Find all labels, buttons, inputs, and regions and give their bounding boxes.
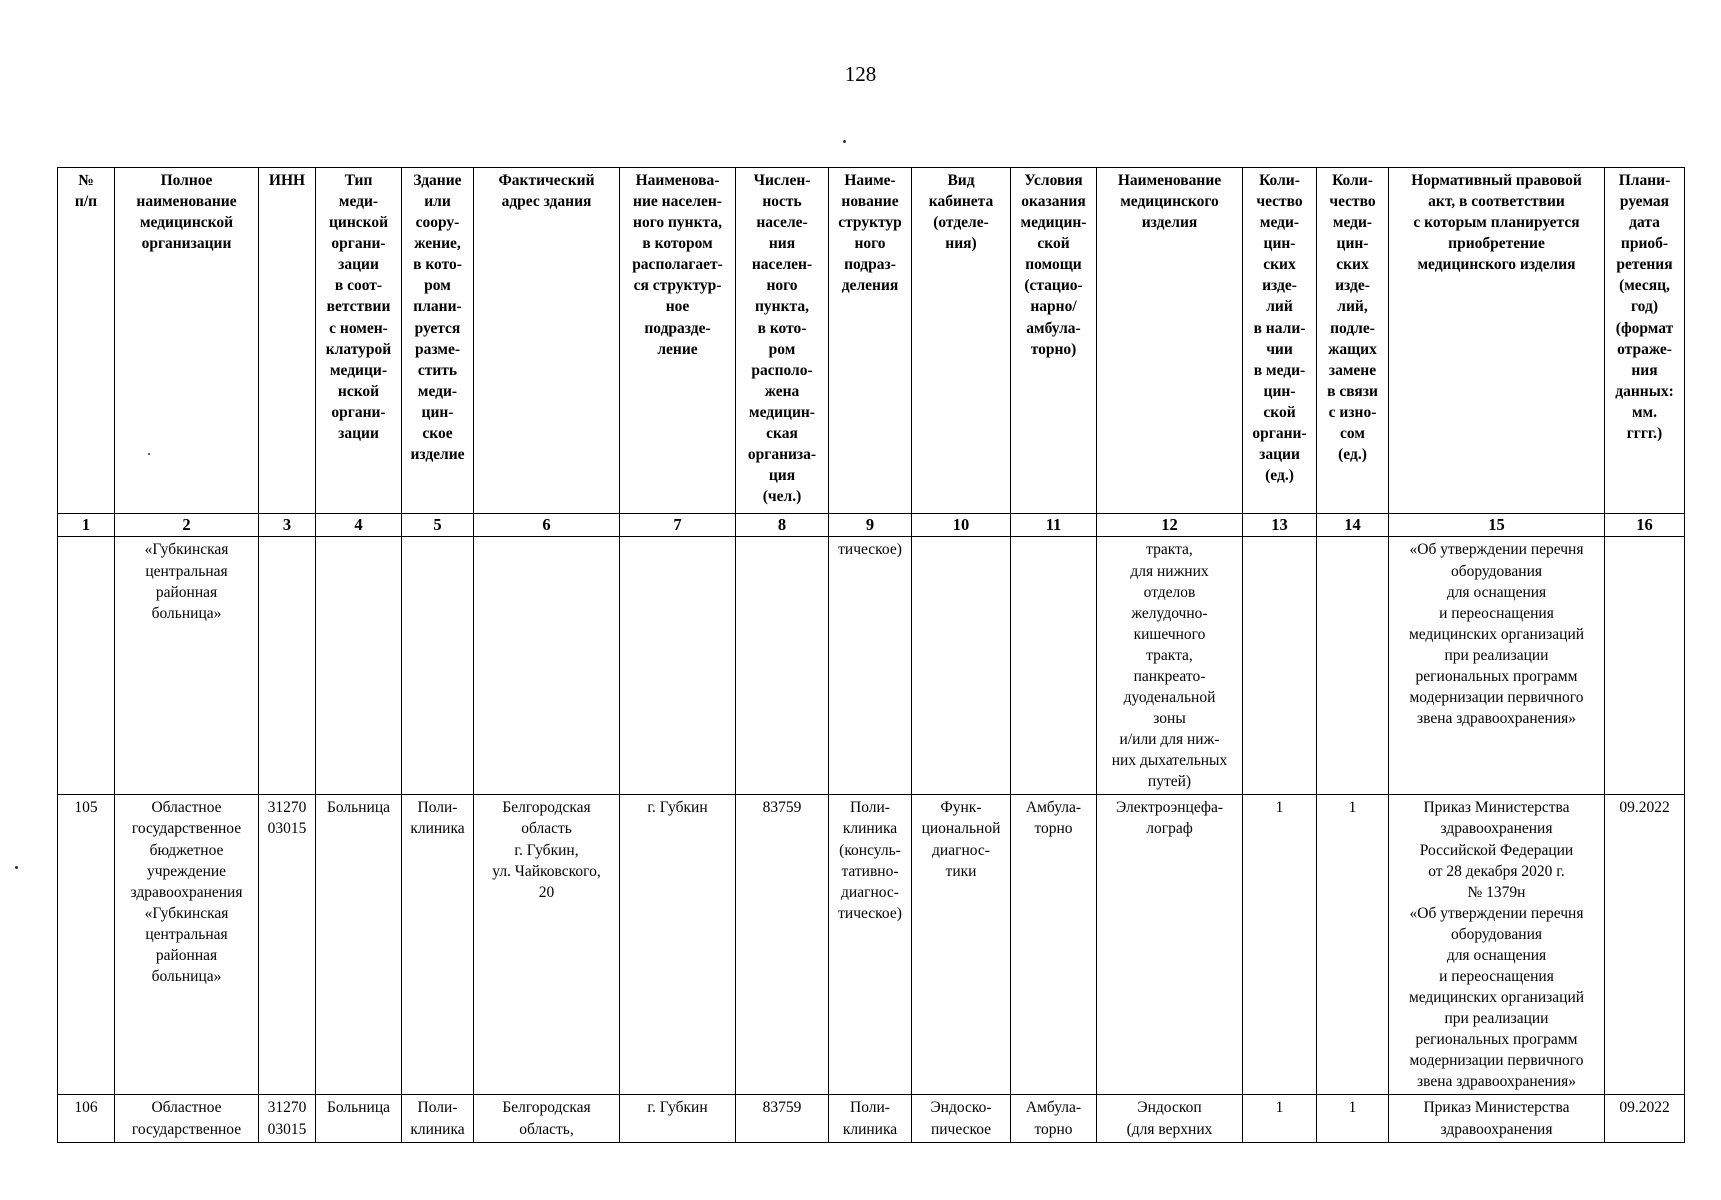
column-number: 10 [912, 514, 1011, 537]
table-cell: Приказ Министерства здравоохранения [1389, 1095, 1605, 1142]
scan-speck [15, 866, 18, 869]
table-cell: Приказ Министерства здравоохранения Российской Федерации от 28 декабря 2020 г. № 1379н «Об утверждении перечня оборудования для оснащения и переоснащения медицинских организаций при реализации региональных программ модернизации первичного звена здравоохранения» [1389, 795, 1605, 1095]
table-cell: Поли- клиника [829, 1095, 912, 1142]
header-cell: Числен- ность населе- ния населен- ного пункта, в кото- ром располо- жена медицин- ская организа- ция (чел.) [736, 168, 829, 514]
column-number: 16 [1605, 514, 1685, 537]
table-cell: 1 [1317, 795, 1389, 1095]
table-cell: Функ- циональной диагнос- тики [912, 795, 1011, 1095]
header-cell: Нормативный правовой акт, в соответствии с которым планируется приобретение медицинского изделия [1389, 168, 1605, 514]
table-cell: Белгородская область, [474, 1095, 620, 1142]
table-cell [1605, 537, 1685, 795]
header-cell: Условия оказания медицин- ской помощи (стацио- нарно/ амбула- торно) [1011, 168, 1097, 514]
table-cell: 83759 [736, 1095, 829, 1142]
table-cell: тракта, для нижних отделов желудочно- кишечного тракта, панкреато- дуоденальной зоны и/или для ниж- них дыхательных путей) [1097, 537, 1243, 795]
table-row-continuation [58, 537, 1685, 795]
header-cell: ИНН [259, 168, 316, 514]
table-cell: Амбула- торно [1011, 795, 1097, 1095]
header-cell: Здание или соору- жение, в кото- ром плани- руется разме- стить меди- цин- ское изделие [402, 168, 474, 514]
table-cell: 83759 [736, 795, 829, 1095]
table-cell [1317, 537, 1389, 795]
column-number: 3 [259, 514, 316, 537]
header-cell: Полное наименование медицинской организации [115, 168, 259, 514]
table-cell: 31270 03015 [259, 795, 316, 1095]
table-header-row [58, 168, 1685, 514]
table-cell: Белгородская область г. Губкин, ул. Чайковского, 20 [474, 795, 620, 1095]
table-cell: г. Губкин [620, 1095, 736, 1142]
column-number: 5 [402, 514, 474, 537]
column-number: 9 [829, 514, 912, 537]
column-number: 13 [1243, 514, 1317, 537]
table-cell [259, 537, 316, 795]
table-cell: Электроэнцефа- лограф [1097, 795, 1243, 1095]
table-cell: Амбула- торно [1011, 1095, 1097, 1142]
table-cell: 31270 03015 [259, 1095, 316, 1142]
table-cell: Эндоскоп (для верхних [1097, 1095, 1243, 1142]
column-number: 7 [620, 514, 736, 537]
table-cell: 106 [58, 1095, 115, 1142]
header-cell: № п/п [58, 168, 115, 514]
table-cell [316, 537, 402, 795]
column-number: 11 [1011, 514, 1097, 537]
table-cell: Больница [316, 795, 402, 1095]
column-number: 4 [316, 514, 402, 537]
table-cell: Поли- клиника (консуль- тативно- диагнос- тическое) [829, 795, 912, 1095]
page-number: 128 [844, 62, 877, 86]
header-cell: Коли- чество меди- цин- ских изде- лий в нали- чии в меди- цин- ской органи- зации (ед.) [1243, 168, 1317, 514]
header-cell: Наименование медицинского изделия [1097, 168, 1243, 514]
table-row-105 [58, 795, 1685, 1095]
table-cell: г. Губкин [620, 795, 736, 1095]
column-number: 6 [474, 514, 620, 537]
column-number-row [58, 514, 1685, 537]
column-number: 15 [1389, 514, 1605, 537]
table-cell: тическое) [829, 537, 912, 795]
header-cell: Фактический адрес здания [474, 168, 620, 514]
table-row-106 [58, 1095, 1685, 1142]
header-cell: Наиме- нование структур ного подраз- деления [829, 168, 912, 514]
column-number: 2 [115, 514, 259, 537]
table-cell: «Губкинская центральная районная больница» [115, 537, 259, 795]
table-cell: Эндоско- пическое [912, 1095, 1011, 1142]
table-cell: 1 [1243, 1095, 1317, 1142]
column-number: 1 [58, 514, 115, 537]
scan-speck [843, 140, 846, 143]
header-cell: Тип меди- цинской органи- зации в соот- ветствии с номен- клатурой медици- нской органи- зации [316, 168, 402, 514]
table-cell [1011, 537, 1097, 795]
table-cell [402, 537, 474, 795]
header-cell: Плани- руемая дата приоб- ретения (месяц, год) (формат отраже- ния данных: мм. гггг.) [1605, 168, 1685, 514]
table-cell [58, 537, 115, 795]
table-cell: 1 [1317, 1095, 1389, 1142]
column-number: 12 [1097, 514, 1243, 537]
table-cell [736, 537, 829, 795]
table-cell: Больница [316, 1095, 402, 1142]
table-cell: Областное государственное бюджетное учреждение здравоохранения «Губкинская центральная районная больница» [115, 795, 259, 1095]
column-number: 8 [736, 514, 829, 537]
table-cell: Областное государственное [115, 1095, 259, 1142]
table-cell: Поли- клиника [402, 1095, 474, 1142]
table-cell [912, 537, 1011, 795]
table-cell: 09.2022 [1605, 795, 1685, 1095]
header-cell: Коли- чество меди- цин- ских изде- лий, подле- жащих замене в связи с изно- сом (ед.) [1317, 168, 1389, 514]
table-cell: Поли- клиника [402, 795, 474, 1095]
equipment-table [57, 167, 1685, 1143]
table-cell [620, 537, 736, 795]
table-cell [474, 537, 620, 795]
table-cell [1243, 537, 1317, 795]
table-cell: 09.2022 [1605, 1095, 1685, 1142]
header-cell: Наименова- ние населен- ного пункта, в котором располагает- ся структур- ное подразде- ление [620, 168, 736, 514]
table-cell: 105 [58, 795, 115, 1095]
header-cell: Вид кабинета (отделе- ния) [912, 168, 1011, 514]
column-number: 14 [1317, 514, 1389, 537]
table-cell: 1 [1243, 795, 1317, 1095]
table-cell: «Об утверждении перечня оборудования для оснащения и переоснащения медицинских организаций при реализации региональных программ модернизации первичного звена здравоохранения» [1389, 537, 1605, 795]
